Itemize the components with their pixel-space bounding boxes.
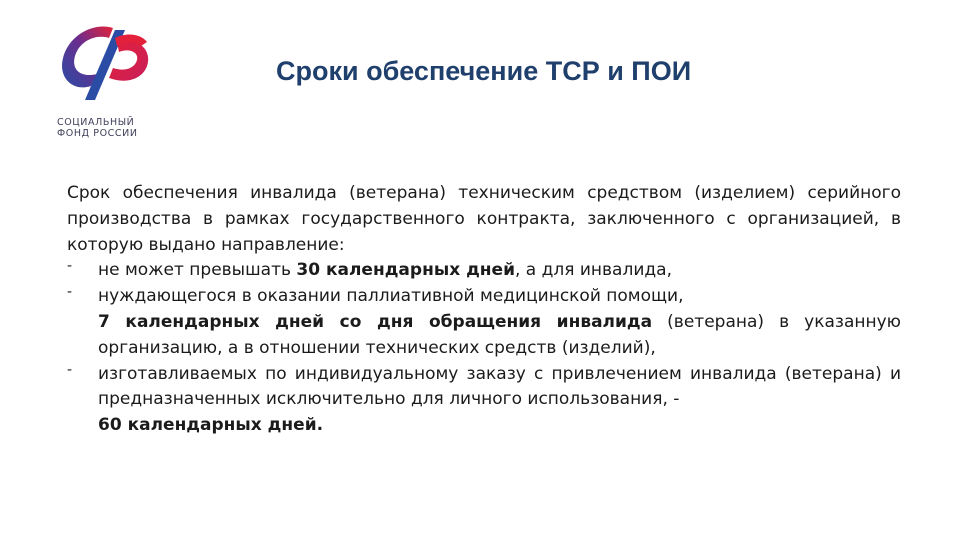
item2-text: нуждающегося в оказании паллиативной медицинской помощи, [98,286,684,307]
cont-bold: 7 календарных дней со дня обращения инвалида [98,311,653,332]
list-item [67,258,901,284]
sfr-logo [55,20,165,145]
cont-text: (ветерана) в указанную организацию, а в отношении технических средств (изделий), [98,311,901,358]
item1-text: не может превышать [98,260,297,281]
logo-caption [57,117,138,139]
slide-title: Сроки обеспечение ТСР и ПОИ [276,56,692,86]
list-item [67,284,901,310]
sfr-logo-mark [55,20,155,112]
slide-body [67,181,901,439]
bullet-dash: - [67,258,73,275]
logo-line-1: СОЦИАЛЬНЫЙ [57,117,135,128]
item3-text: изготавливаемых по индивидуальному заказу с привлечением инвалида (ветерана) и предназначенных исключительно для личного использования, - [98,363,901,410]
item3-bold: 60 календарных дней. [98,415,324,436]
bullet-dash: - [67,284,73,301]
intro-paragraph: Срок обеспечения инвалида (ветерана) техническим средством (изделием) серийного производства в рамках государственного контракта, заключенного с организацией, в которую выдано направление: [67,183,901,255]
list-item [67,362,901,439]
item1-tail: , а для инвалида, [515,260,672,281]
logo-line-2: ФОНД РОССИИ [57,128,138,139]
item1-bold: 30 календарных дней [296,260,515,281]
continuation-paragraph [67,310,901,362]
bullet-dash: - [67,361,73,378]
